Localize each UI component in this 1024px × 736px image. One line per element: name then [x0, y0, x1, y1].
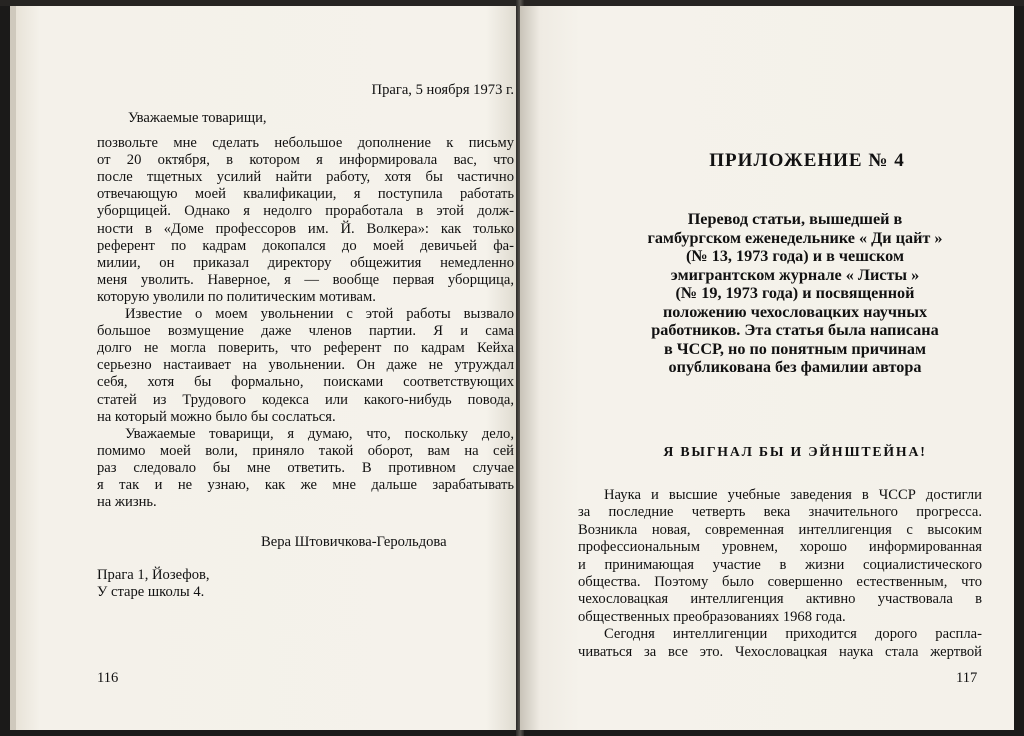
- text-line: за последние четверть века значительного прогресса.: [578, 504, 982, 521]
- address-line: Прага 1, Йозефов,: [97, 567, 210, 583]
- subtitle-line: (№ 13, 1973 года) и в чешском: [686, 247, 904, 265]
- text-line: от 20 октября, в котором я информировала вас, что: [97, 152, 514, 169]
- address-line: У старе школы 4.: [97, 584, 205, 600]
- appendix-heading: ПРИЛОЖЕНИЕ № 4: [709, 150, 905, 171]
- text-line: профессиональным уровнем, хорошо информированная: [578, 539, 982, 556]
- text-line: меня уволить. Наверное, я — вообще первая уборщица,: [97, 271, 514, 288]
- left-page: [10, 6, 520, 730]
- text-line: милии, он приказал директору общежития немедленно: [97, 254, 514, 271]
- subtitle-line: в ЧССР, но по понятным причинам: [664, 339, 926, 358]
- text-line: чехословацкая интеллигенция активно участвовала в: [578, 591, 982, 608]
- text-line: общественных преобразованиях 1968 года.: [578, 608, 846, 625]
- text-line: Уважаемые товарищи, я думаю, что, поскольку дело,: [125, 425, 514, 442]
- text-line: на который можно было бы сослаться.: [97, 408, 336, 425]
- text-line: статей из Трудового кодекса или какого-нибудь повода,: [97, 391, 514, 408]
- text-line: и принимающая участие в жизни социалистического: [578, 556, 982, 573]
- text-line: ности в «Доме профессоров им. Й. Волкера»: как только: [97, 220, 514, 237]
- subtitle-line: гамбургском еженедельнике « Ди цайт »: [647, 228, 943, 247]
- text-line: референт по кадрам докопался до моей девичьей фа-: [97, 237, 514, 254]
- text-line: серьезно настаивает на увольнении. Он даже не утруждал: [97, 357, 514, 374]
- text-line: которую уволили по политическим мотивам.: [97, 288, 376, 305]
- subtitle-line: (№ 19, 1973 года) и посвященной: [675, 284, 915, 302]
- page-number: 116: [97, 670, 119, 686]
- text-line: после тщетных усилий найти работу, хотя бы частично: [97, 169, 514, 186]
- article-title: Я ВЫГНАЛ БЫ И ЭЙНШТЕЙНА!: [663, 444, 927, 459]
- greeting: Уважаемые товарищи,: [128, 110, 267, 126]
- text-line: большое возмущение даже членов партии. Я и сама: [97, 323, 514, 340]
- right-page: [520, 6, 1014, 730]
- text-line: Сегодня интеллигенции приходится дорого распла-: [604, 626, 982, 643]
- text-line: на жизнь.: [97, 494, 157, 511]
- subtitle-line: опубликована без фамилии автора: [668, 358, 922, 376]
- text-line: позвольте мне сделать небольшое дополнение к письму: [97, 135, 514, 151]
- text-line: Возникла новая, современная интеллигенция с высоким: [578, 521, 982, 538]
- text-line: долго не могла поверить, что референт по кадрам Кейха: [97, 340, 514, 357]
- signature: Вера Штовичкова-Герольдова: [261, 534, 447, 550]
- text-line: помимо моей воли, приняло такой оборот, вам на сей: [97, 442, 514, 459]
- subtitle-line: положению чехословацких научных: [662, 302, 928, 321]
- text-line: раз следовало бы мне ответить. В противном случае: [97, 459, 514, 476]
- text-line: себя, хотя бы формально, поисками соответствующих: [97, 374, 514, 391]
- text-line: общества. Поэтому было совершенно естественным, что: [578, 574, 982, 590]
- text-line: Наука и высшие учебные заведения в ЧССР достигли: [604, 487, 982, 503]
- text-line: Известие о моем увольнении с этой работы вызвало: [125, 306, 514, 322]
- text-line: отвечающую моей квалификации, я поступила работать: [97, 186, 514, 203]
- subtitle-line: работников. Эта статья была написана: [651, 321, 939, 339]
- page-number: 117: [956, 670, 978, 686]
- subtitle-line: эмигрантском журнале « Листы »: [670, 265, 920, 284]
- text-line: уборщицей. Однако я недолго проработала в этой долж-: [97, 203, 514, 220]
- dateline: Прага, 5 ноября 1973 г.: [371, 82, 514, 98]
- text-line: я так и не узнаю, как же мне дальше зарабатывать: [97, 477, 514, 493]
- subtitle-line: Перевод статьи, вышедшей в: [687, 210, 903, 228]
- text-line: чиваться за все это. Чехословацкая наука стала жертвой: [578, 643, 982, 660]
